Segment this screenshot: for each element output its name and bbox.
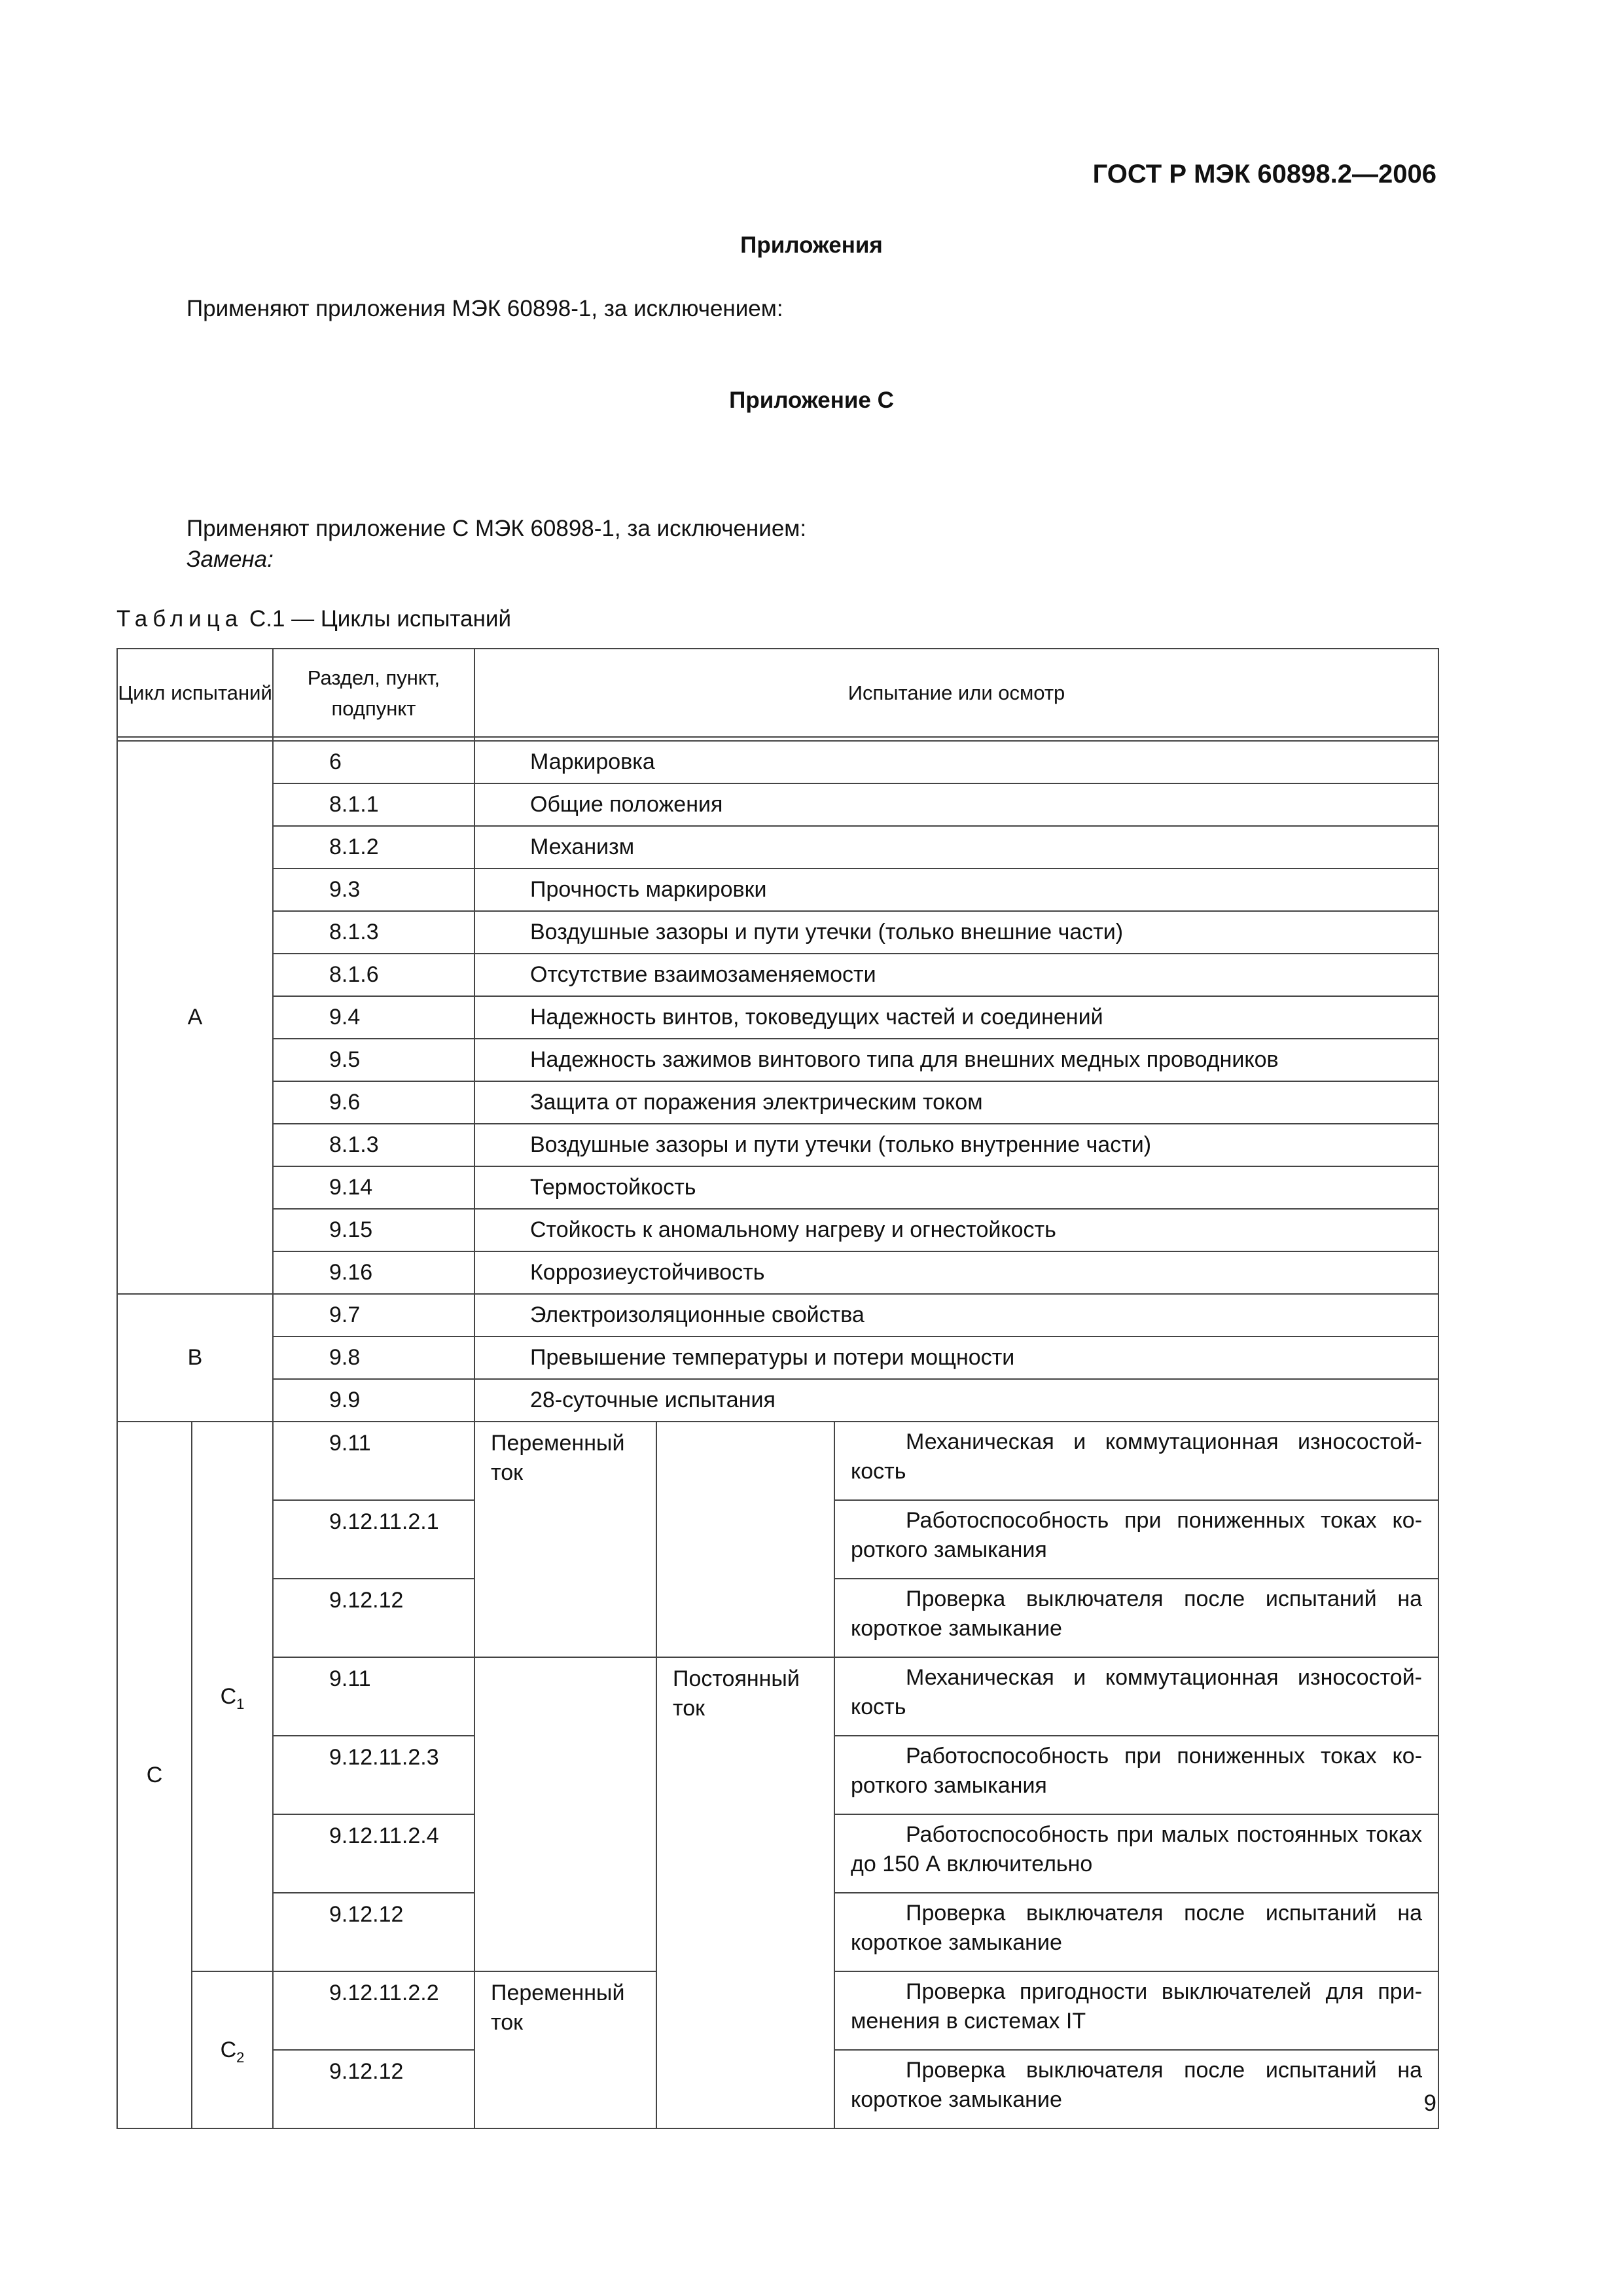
test-name: Воздушные зазоры и пути утечки (только внутренние части) <box>474 1124 1438 1166</box>
test-name: Маркировка <box>474 741 1438 783</box>
table-row <box>117 1379 1438 1422</box>
subcycle-c1-label <box>192 1422 273 1971</box>
test-name-text: Работоспособность при малых постоянных токах до 150 А включительно <box>851 1822 1423 1876</box>
section-ref: 9.4 <box>273 996 474 1039</box>
table-row <box>117 1166 1438 1209</box>
section-ref: 9.12.11.2.3 <box>273 1736 474 1814</box>
subcycle-c2-letter: С <box>220 2037 237 2062</box>
table-caption-text: С.1 — Циклы испытаний <box>243 606 512 632</box>
section-ref: 8.1.2 <box>273 826 474 869</box>
test-name: Механизм <box>474 826 1438 869</box>
test-name: Превышение температуры и потери мощности <box>474 1336 1438 1379</box>
subcycle-c2-label <box>192 1971 273 2128</box>
section-ref: 9.16 <box>273 1251 474 1294</box>
test-name-text: Механическая и коммутационная износостой-кость <box>851 1665 1423 1719</box>
replacement-label: Замена: <box>187 547 274 572</box>
current-type-dc: Постоянный ток <box>656 1657 834 2128</box>
test-name: 28-суточные испытания <box>474 1379 1438 1422</box>
section-ref: 9.5 <box>273 1039 474 1081</box>
table-row <box>117 741 1438 783</box>
table-row <box>117 1294 1438 1336</box>
test-name: Отсутствие взаимозаменяемости <box>474 954 1438 996</box>
section-ref: 9.12.11.2.2 <box>273 1971 474 2050</box>
test-name: Прочность маркировки <box>474 869 1438 911</box>
table-row <box>117 1657 1438 1736</box>
section-ref: 9.6 <box>273 1081 474 1124</box>
test-name <box>834 1500 1438 1579</box>
test-cycles-table <box>116 648 1439 2129</box>
section-ref: 8.1.3 <box>273 1124 474 1166</box>
table-row <box>117 1124 1438 1166</box>
table-row <box>117 826 1438 869</box>
test-name-text: Работоспособность при пониженных токах ко-роткого замыкания <box>851 1744 1423 1798</box>
page-number: 9 <box>1423 2090 1436 2116</box>
test-name <box>834 1814 1438 1893</box>
test-name-text: Проверка выключателя после испытаний на короткое замыкание <box>851 1901 1423 1955</box>
section-ref: 8.1.3 <box>273 911 474 954</box>
cycle-c-group <box>117 1422 1438 2128</box>
section-ref: 6 <box>273 741 474 783</box>
table-row <box>117 1251 1438 1294</box>
cycle-c-label: С <box>117 1422 192 2128</box>
table-row <box>117 869 1438 911</box>
current-type-empty <box>656 1422 834 1657</box>
table-row <box>117 911 1438 954</box>
cycle-b-group <box>117 1294 1438 1422</box>
test-name <box>834 2050 1438 2128</box>
test-name <box>834 1893 1438 1971</box>
section-ref: 8.1.6 <box>273 954 474 996</box>
appendix-c-heading: Приложение С <box>729 387 894 413</box>
appendices-intro: Применяют приложения МЭК 60898-1, за исключением: <box>187 296 783 321</box>
test-name: Коррозиеустойчивость <box>474 1251 1438 1294</box>
section-ref: 8.1.1 <box>273 783 474 826</box>
test-name-text: Проверка выключателя после испытаний на короткое замыкание <box>851 1587 1423 1641</box>
current-type-ac: Переменный ток <box>474 1971 656 2128</box>
test-name: Надежность винтов, токоведущих частей и соединений <box>474 996 1438 1039</box>
test-name: Надежность зажимов винтового типа для внешних медных проводников <box>474 1039 1438 1081</box>
table-row <box>117 1209 1438 1251</box>
test-name-text: Механическая и коммутационная износостой-кость <box>851 1429 1423 1484</box>
current-type-empty <box>474 1657 656 1971</box>
cycle-b-label: В <box>117 1294 273 1422</box>
cycle-a-group <box>117 741 1438 1294</box>
section-ref: 9.14 <box>273 1166 474 1209</box>
table-caption <box>116 606 511 632</box>
header-test: Испытание или осмотр <box>474 649 1438 737</box>
subcycle-c2-index: 2 <box>236 2049 245 2066</box>
test-name: Общие положения <box>474 783 1438 826</box>
table-row <box>117 1336 1438 1379</box>
table-row <box>117 1081 1438 1124</box>
test-name-text: Проверка пригодности выключателей для при-менения в системах IT <box>851 1979 1423 2034</box>
test-name <box>834 1422 1438 1500</box>
test-name-text: Работоспособность при пониженных токах ко-роткого замыкания <box>851 1508 1423 1562</box>
appendices-heading: Приложения <box>740 232 883 258</box>
table-row <box>117 1422 1438 1500</box>
test-name <box>834 1736 1438 1814</box>
header-cycle: Цикл испытаний <box>117 649 273 737</box>
table-row <box>117 996 1438 1039</box>
table-row <box>117 1039 1438 1081</box>
table-row <box>117 783 1438 826</box>
section-ref: 9.7 <box>273 1294 474 1336</box>
section-ref: 9.12.12 <box>273 2050 474 2128</box>
test-name: Термостойкость <box>474 1166 1438 1209</box>
test-name <box>834 1657 1438 1736</box>
table-caption-prefix: Таблица <box>116 606 243 632</box>
table-row <box>117 954 1438 996</box>
section-ref: 9.9 <box>273 1379 474 1422</box>
subcycle-c1-index: 1 <box>236 1695 245 1712</box>
header-section: Раздел, пункт, подпункт <box>273 649 474 737</box>
test-name-text: Проверка выключателя после испытаний на короткое замыкание <box>851 2058 1423 2112</box>
section-ref: 9.11 <box>273 1422 474 1500</box>
test-name: Электроизоляционные свойства <box>474 1294 1438 1336</box>
subcycle-c1-letter: С <box>220 1683 237 1709</box>
appendix-c-intro: Применяют приложение С МЭК 60898-1, за исключением: <box>187 516 807 541</box>
section-ref: 9.12.11.2.4 <box>273 1814 474 1893</box>
table-header-row <box>117 649 1438 737</box>
section-ref: 9.12.12 <box>273 1893 474 1971</box>
test-name: Стойкость к аномальному нагреву и огнестойкость <box>474 1209 1438 1251</box>
test-name <box>834 1579 1438 1657</box>
cycle-a-label: А <box>117 741 273 1294</box>
section-ref: 9.12.12 <box>273 1579 474 1657</box>
section-ref: 9.8 <box>273 1336 474 1379</box>
section-ref: 9.3 <box>273 869 474 911</box>
test-name: Защита от поражения электрическим током <box>474 1081 1438 1124</box>
section-ref: 9.11 <box>273 1657 474 1736</box>
document-id: ГОСТ Р МЭК 60898.2—2006 <box>1092 160 1436 188</box>
test-name: Воздушные зазоры и пути утечки (только внешние части) <box>474 911 1438 954</box>
test-name <box>834 1971 1438 2050</box>
section-ref: 9.12.11.2.1 <box>273 1500 474 1579</box>
current-type-ac: Переменный ток <box>474 1422 656 1657</box>
section-ref: 9.15 <box>273 1209 474 1251</box>
